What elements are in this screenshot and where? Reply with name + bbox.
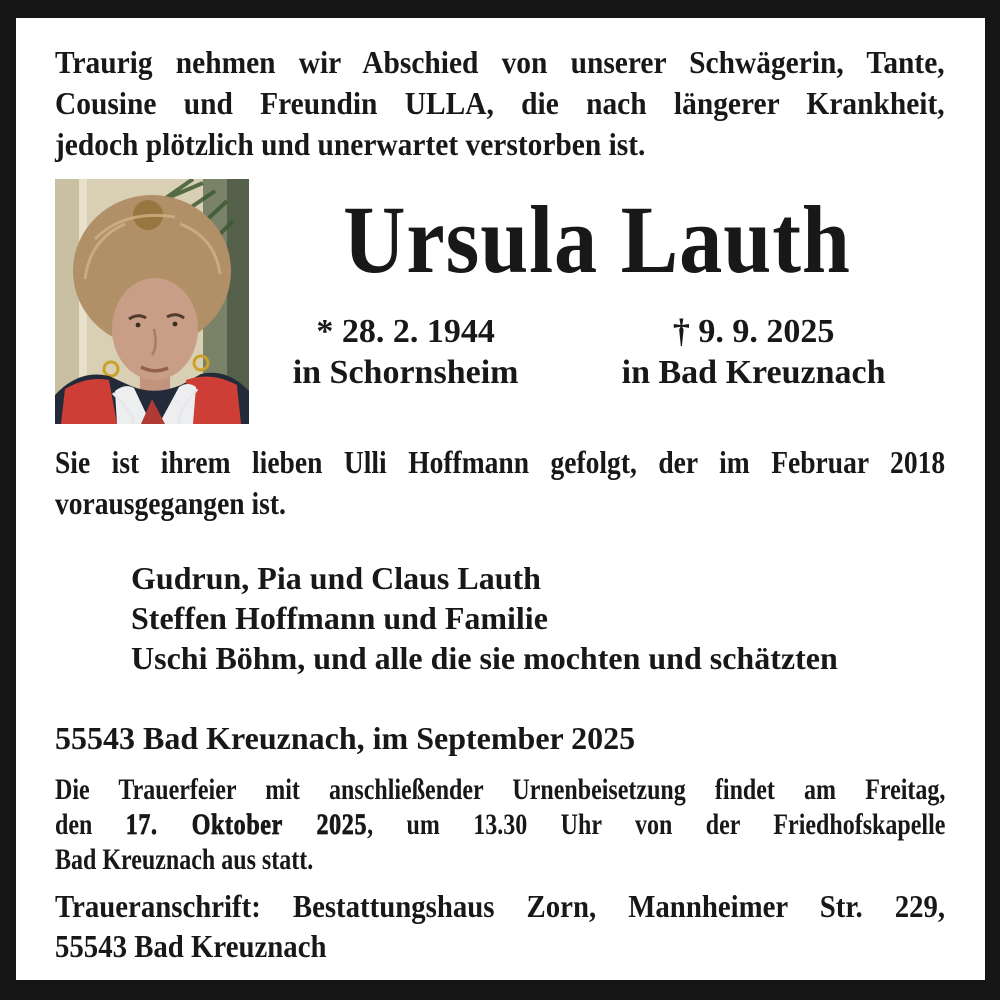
death-info [562,311,945,393]
deceased-name: Ursula Lauth [343,186,851,293]
birth-info [249,311,562,393]
notice-content [16,18,985,966]
death-place: in Bad Kreuznach [621,354,886,391]
funeral-paragraph: Die Trauerfeier mit anschließender Urnenbeisetzung findet am Freitag, den 17. Oktober 2025, um 13.30 Uhr von der Friedhofskapelle Bad Kreuznach aus statt. [55,773,946,876]
birth-date: * 28. 2. 1944 [316,313,495,350]
mourners-list: Gudrun, Pia und Claus Lauth Steffen Hoffmann und Familie Uschi Böhm, und alle die sie mochten und schätzten [131,560,838,676]
portrait-photo [55,179,249,424]
hero-section [55,179,945,424]
hero-right [249,179,945,424]
address-paragraph: Traueranschrift: Bestattungshaus Zorn, Mannheimer Str. 229, 55543 Bad Kreuznach [55,888,946,964]
intro-paragraph: Traurig nehmen wir Abschied von unserer Schwägerin, Tante, Cousine und Freundin ULLA, die nach längerer Krankheit, jedoch plötzlich und unerwartet verstorben ist. [55,44,945,162]
notice-paper [16,18,985,980]
death-date: † 9. 9. 2025 [672,313,835,350]
birth-place: in Schornsheim [292,354,519,391]
city-date-line: 55543 Bad Kreuznach, im September 2025 [55,720,636,756]
life-dates [249,311,945,393]
follow-paragraph: Sie ist ihrem lieben Ulli Hoffmann gefolgt, der im Februar 2018 vorausgegangen ist. [55,444,946,521]
